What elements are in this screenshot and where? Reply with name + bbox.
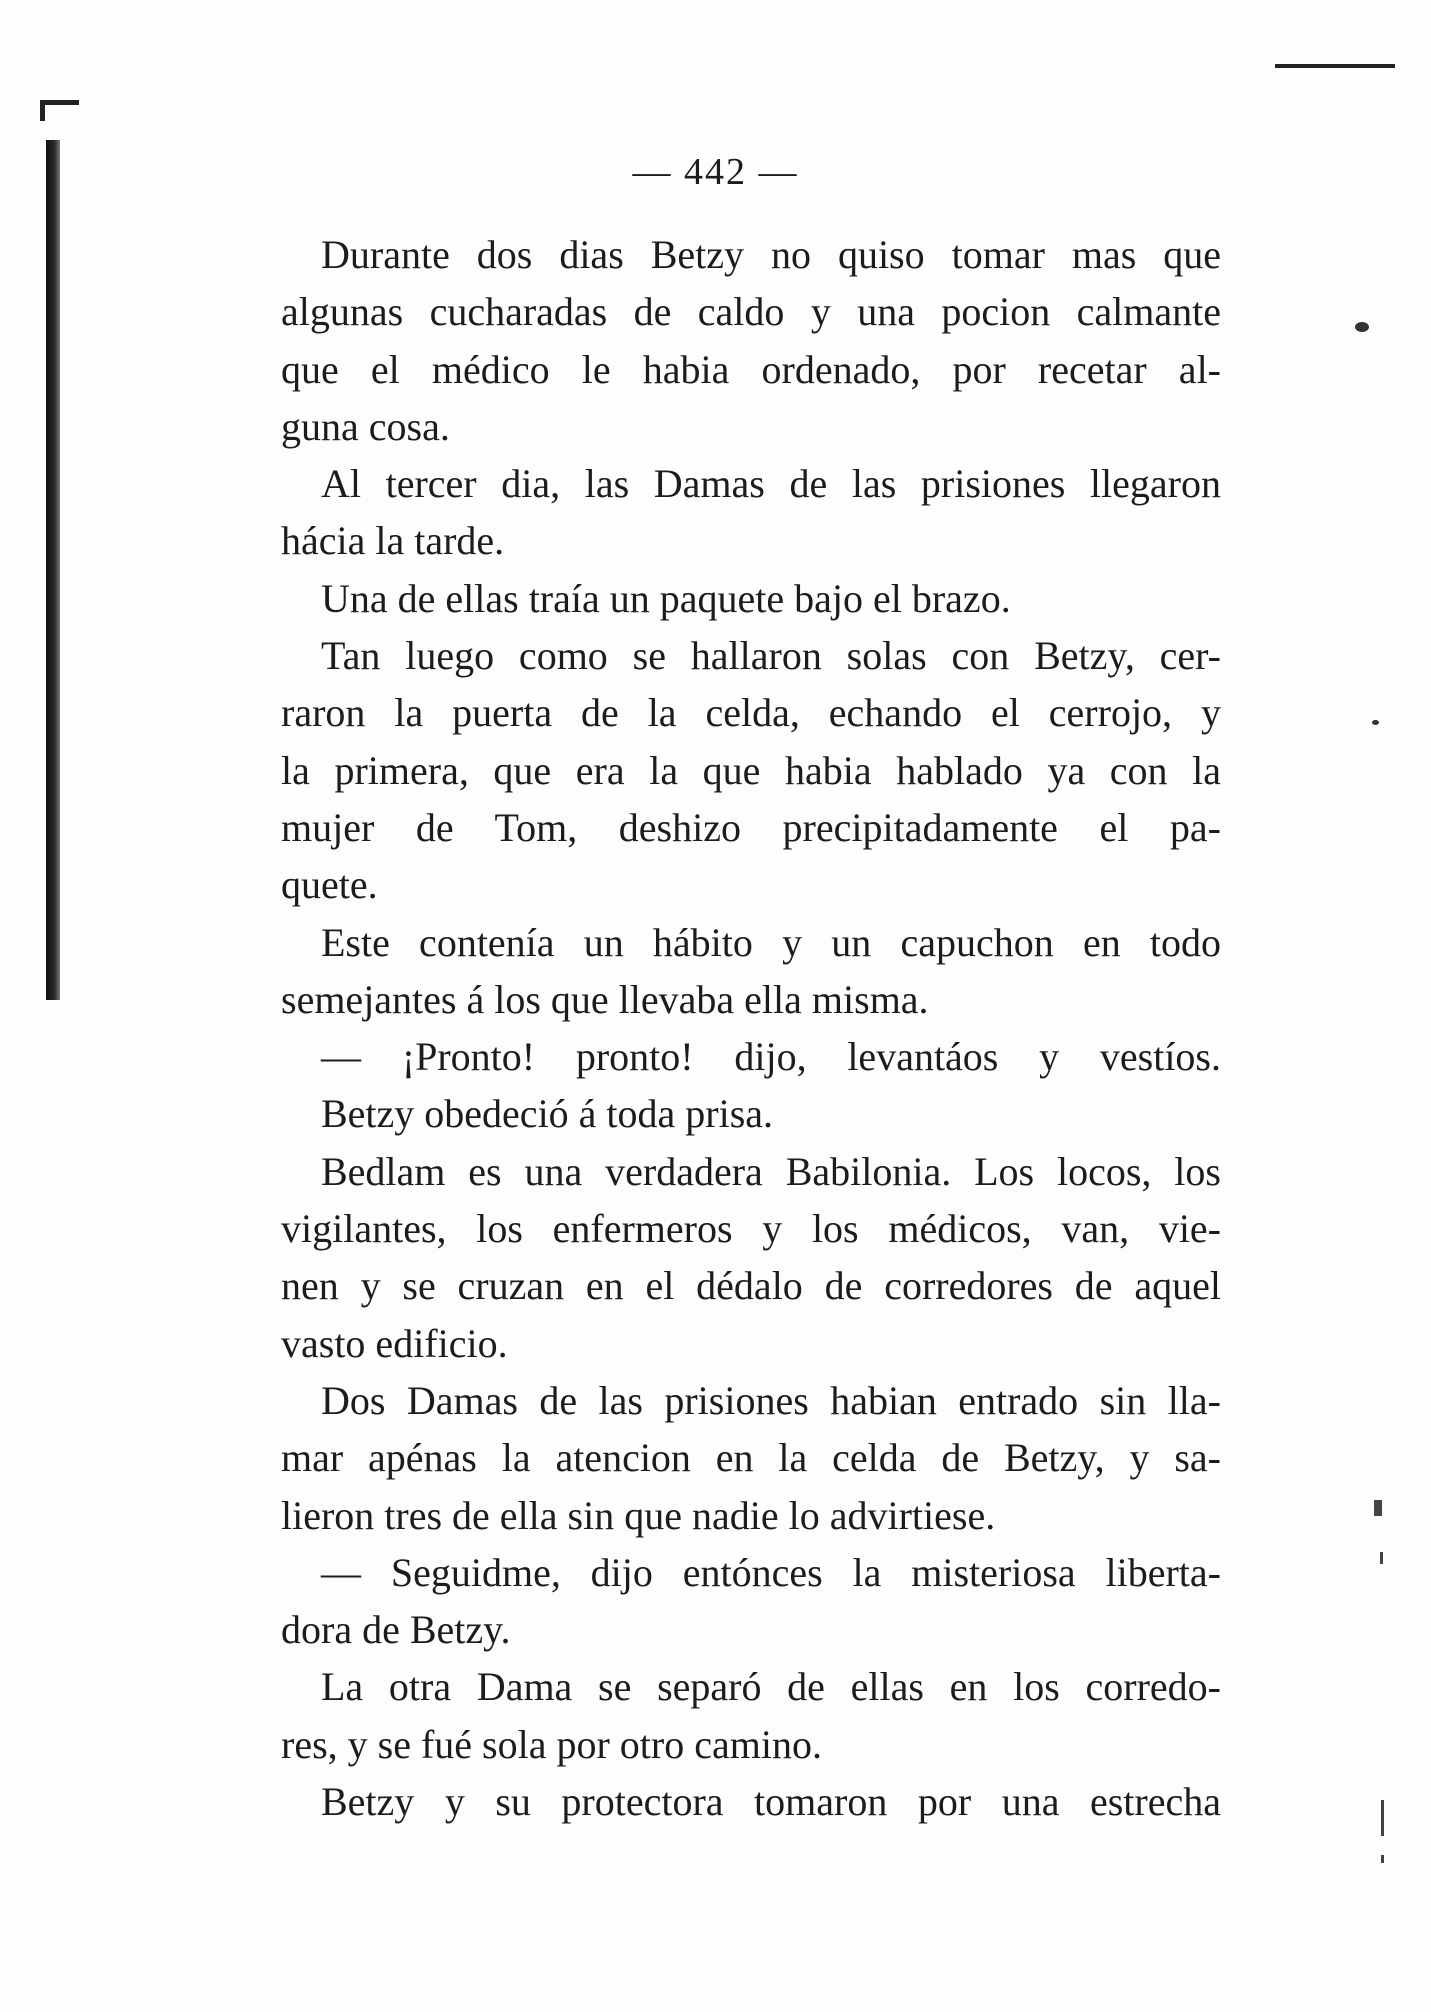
text-line: nen y se cruzan en el dédalo de corredores de aquel [281,1263,1221,1309]
text-line: Dos Damas de las prisiones habian entrado sin lla- [321,1377,1221,1423]
text-line: vasto edificio. [281,1320,508,1366]
text-line: que el médico le habia ordenado, por recetar al- [281,346,1221,392]
scan-edge-mark [1381,1855,1384,1863]
scan-edge-mark [1381,1800,1384,1836]
ink-speck [1355,322,1369,332]
body-text [281,226,1221,1830]
text-line: guna cosa. [281,403,450,449]
text-line: raron la puerta de la celda, echando el cerrojo, y [281,690,1221,736]
text-line: algunas cucharadas de caldo y una pocion calmante [281,289,1221,335]
text-line: Durante dos dias Betzy no quiso tomar mas que [321,232,1221,277]
text-line: dora de Betzy. [281,1607,511,1653]
text-line: la primera, que era la que habia hablado ya con la [281,747,1221,793]
binding-edge-corner [40,100,79,121]
text-line: semejantes á los que llevaba ella misma. [281,976,929,1022]
text-line: Al tercer dia, las Damas de las prisiones llegaron [321,461,1221,507]
ink-speck [1372,720,1379,725]
text-line: Este contenía un hábito y un capuchon en todo [321,919,1221,965]
text-line: Betzy obedeció á toda prisa. [321,1091,774,1137]
text-line: Bedlam es una verdadera Babilonia. Los locos, los [321,1148,1221,1194]
scan-edge-rule [1275,64,1395,68]
text-line: La otra Dama se separó de ellas en los corredo- [321,1664,1221,1710]
text-line: Betzy y su protectora tomaron por una estrecha [321,1779,1221,1825]
scan-edge-mark [1380,1552,1383,1564]
text-line: hácia la tarde. [281,518,505,564]
text-line: lieron tres de ella sin que nadie lo advirtiese. [281,1492,996,1538]
text-line: — ¡Pronto! pronto! dijo, levantáos y vestíos. [321,1034,1221,1080]
text-line: mar apénas la atencion en la celda de Betzy, y sa- [281,1435,1221,1481]
text-line: res, y se fué sola por otro camino. [281,1721,822,1767]
text-line: mujer de Tom, deshizo precipitadamente el pa- [281,804,1221,850]
text-line: quete. [281,862,378,908]
text-line: Una de ellas traía un paquete bajo el brazo. [321,575,1011,621]
page-number: — 442 — [632,151,799,193]
text-line: vigilantes, los enfermeros y los médicos, van, vie- [281,1206,1221,1252]
binding-edge-shadow [46,140,60,1000]
text-line: Tan luego como se hallaron solas con Betzy, cer- [321,633,1221,679]
text-line: — Seguidme, dijo entónces la misteriosa liberta- [321,1549,1221,1595]
scan-edge-mark [1374,1500,1382,1516]
